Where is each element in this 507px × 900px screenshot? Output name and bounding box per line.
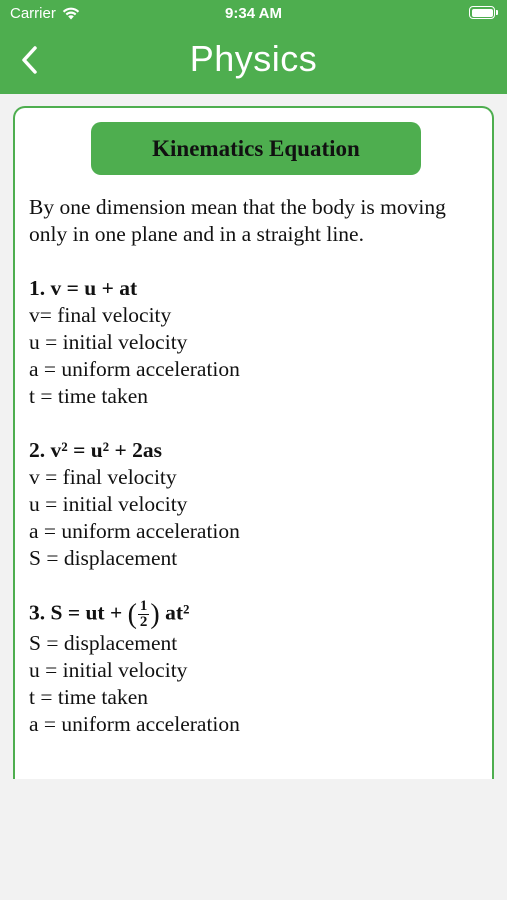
variable-line: u = initial velocity (29, 492, 188, 516)
equation-block-3 (29, 599, 484, 738)
variable-line: v = final velocity (29, 465, 177, 489)
page-title: Physics (189, 38, 318, 79)
carrier-label: Carrier (10, 5, 56, 22)
equation-suffix: at² (159, 600, 190, 625)
variable-line: a = uniform acceleration (29, 519, 240, 543)
variable-line: S = displacement (29, 631, 178, 655)
equation-prefix: 3. S = ut + (29, 600, 128, 625)
variable-line: u = initial velocity (29, 330, 188, 354)
status-bar (0, 0, 507, 28)
variable-line: u = initial velocity (29, 658, 188, 682)
equation-label (29, 599, 484, 630)
variable-line: a = uniform acceleration (29, 712, 240, 736)
content-card (13, 106, 494, 779)
nav-header (0, 0, 507, 94)
close-paren: ) (150, 599, 160, 630)
article-body (29, 194, 484, 765)
variable-line: t = time taken (29, 685, 148, 709)
open-paren: ( (127, 599, 137, 630)
status-time: 9:34 AM (225, 5, 282, 22)
variable-line: a = uniform acceleration (29, 357, 240, 381)
fraction-numerator: 1 (139, 598, 148, 614)
equation-label: 2. v² = u² + 2as (29, 438, 162, 462)
variable-line: v= final velocity (29, 303, 172, 327)
variable-line: t = time taken (29, 384, 148, 408)
fraction (138, 599, 150, 630)
section-title-button[interactable]: Kinematics Equation (91, 122, 421, 175)
equation-block-2 (29, 437, 484, 572)
intro-text: By one dimension mean that the body is moving only in one plane and in a straight line. (29, 195, 446, 246)
fraction-denominator: 2 (139, 614, 148, 630)
battery-icon (469, 6, 495, 19)
equation-label: 1. v = u + at (29, 276, 138, 300)
variable-line: S = displacement (29, 546, 178, 570)
equation-block-1 (29, 275, 484, 410)
